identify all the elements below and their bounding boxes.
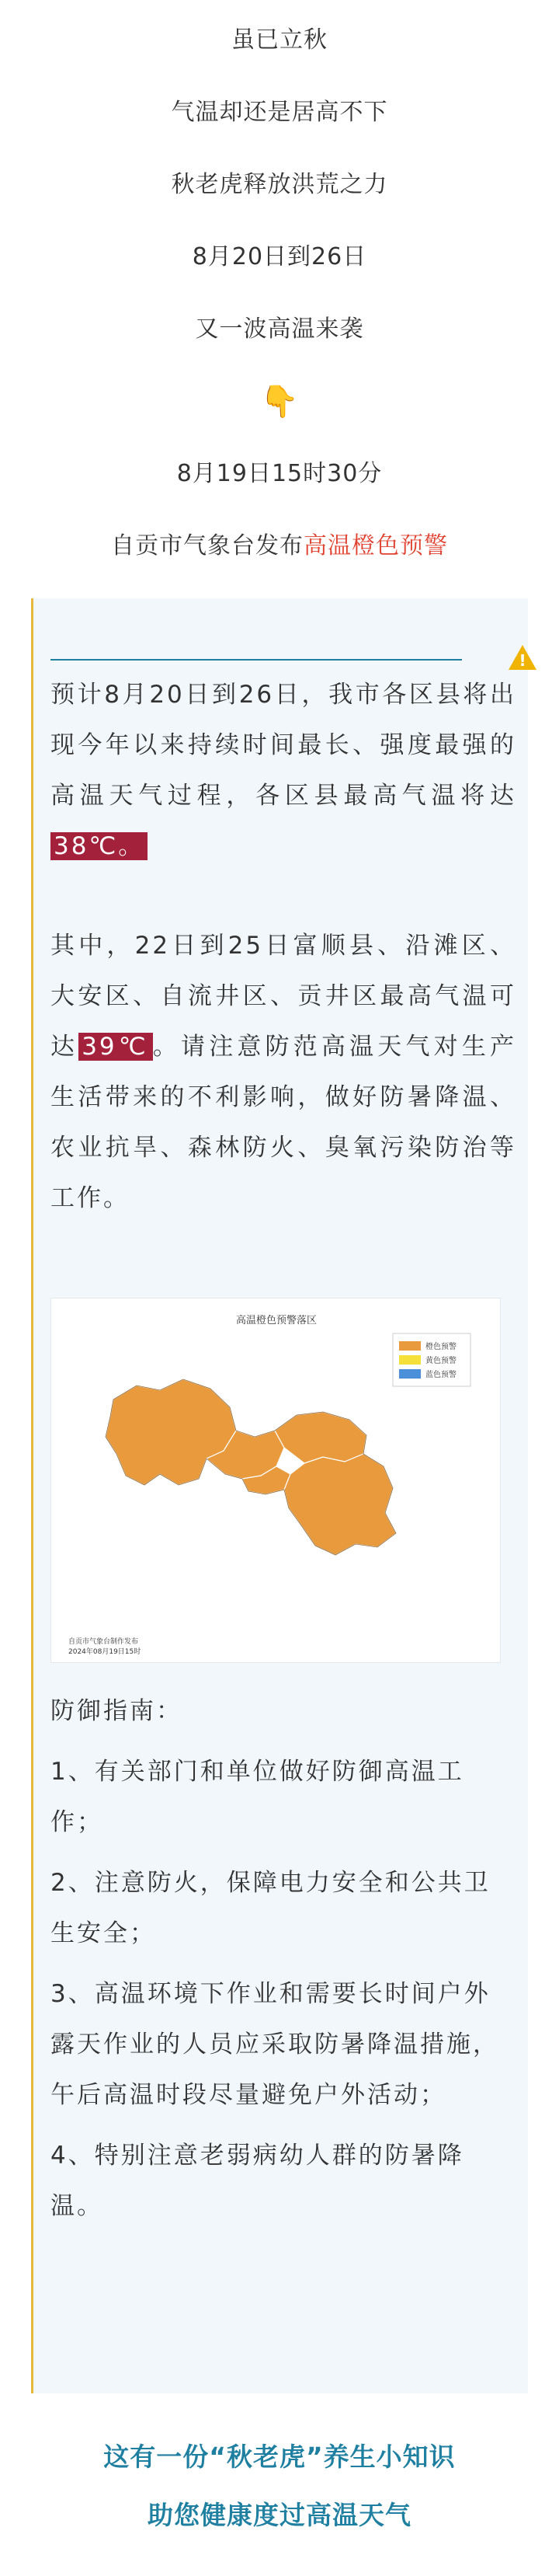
footer-line-2: 助您健康度过高温天气	[148, 2500, 411, 2530]
intro-line-1: 虽已立秋	[231, 26, 328, 54]
intro-line-3: 秋老虎释放洪荒之力	[171, 171, 388, 198]
header-divider	[50, 659, 462, 661]
detail-text-b: 。请注意防范高温天气对生产生活带来的不利影响，做好防暑降温、农业抗旱、森林防火、臭氧污染防治等工作。	[50, 1033, 517, 1212]
warning-notice-card	[31, 598, 528, 2393]
publisher-name: 自贡市气象台发布	[111, 532, 304, 559]
guide-item-2: 2、注意防火，保障电力安全和公共卫生安全；	[50, 1869, 491, 1947]
detail-paragraph	[50, 921, 516, 1224]
guide-title: 防御指南：	[50, 1697, 182, 1725]
region-southeast	[284, 1454, 396, 1555]
forecast-text: 预计8月20日到26日，我市各区县将出现今年以来持续时间最长、强度最强的高温天气过程，各区县最高气温将达	[50, 681, 516, 810]
guide-item-1: 1、有关部门和单位做好防御高温工作；	[50, 1758, 464, 1836]
peak-temp-highlight: 39℃	[78, 1033, 153, 1061]
map-source-credit: 自贡市气象台制作发布	[68, 1638, 139, 1646]
detail-text-a: 其中，22日到25日富顺县、沿滩区、大安区、自流井区、贡井区最高气温可达	[50, 932, 516, 1061]
max-temp-highlight: 38℃。	[50, 832, 148, 860]
publisher-line	[0, 531, 559, 562]
exclamation-icon: !	[519, 651, 526, 670]
intro-line-4: 8月20日到26日	[192, 243, 367, 270]
guide-item-3: 3、高温环境下作业和需要长时间户外露天作业的人员应采取防暑降温措施，午后高温时段尽量避免户外活动；	[50, 1980, 499, 2109]
defense-guide	[50, 1686, 516, 2242]
legend-label-orange: 橙色预警	[425, 1343, 457, 1351]
region-west	[106, 1379, 236, 1485]
notice-header	[50, 622, 526, 670]
map-regions	[106, 1379, 396, 1555]
legend-swatch-orange	[399, 1341, 421, 1351]
region-northeast	[275, 1412, 366, 1463]
footer-section	[0, 2440, 559, 2557]
legend-label-yellow: 黄色预警	[425, 1357, 457, 1365]
legend-swatch-blue	[399, 1369, 421, 1379]
forecast-paragraph	[50, 670, 516, 872]
warning-map-image	[50, 1298, 501, 1663]
intro-section	[0, 0, 559, 562]
map-issue-date: 2024年08月19日15时	[68, 1648, 141, 1656]
pointing-down-hand-icon: 👇	[260, 384, 299, 420]
map-title: 高温橙色预警落区	[235, 1315, 318, 1326]
footer-line-1: 这有一份“秋老虎”养生小知识	[103, 2442, 456, 2472]
legend-swatch-yellow	[399, 1355, 421, 1365]
legend-label-blue: 蓝色预警	[425, 1371, 457, 1379]
warning-time: 8月19日15时30分	[176, 460, 383, 487]
guide-item-4: 4、特别注意老弱病幼人群的防暑降温。	[50, 2142, 464, 2220]
intro-line-2: 气温却还是居高不下	[171, 99, 388, 126]
intro-line-5: 又一波高温来袭	[195, 315, 364, 343]
warning-level-label: 高温橙色预警	[304, 532, 448, 559]
